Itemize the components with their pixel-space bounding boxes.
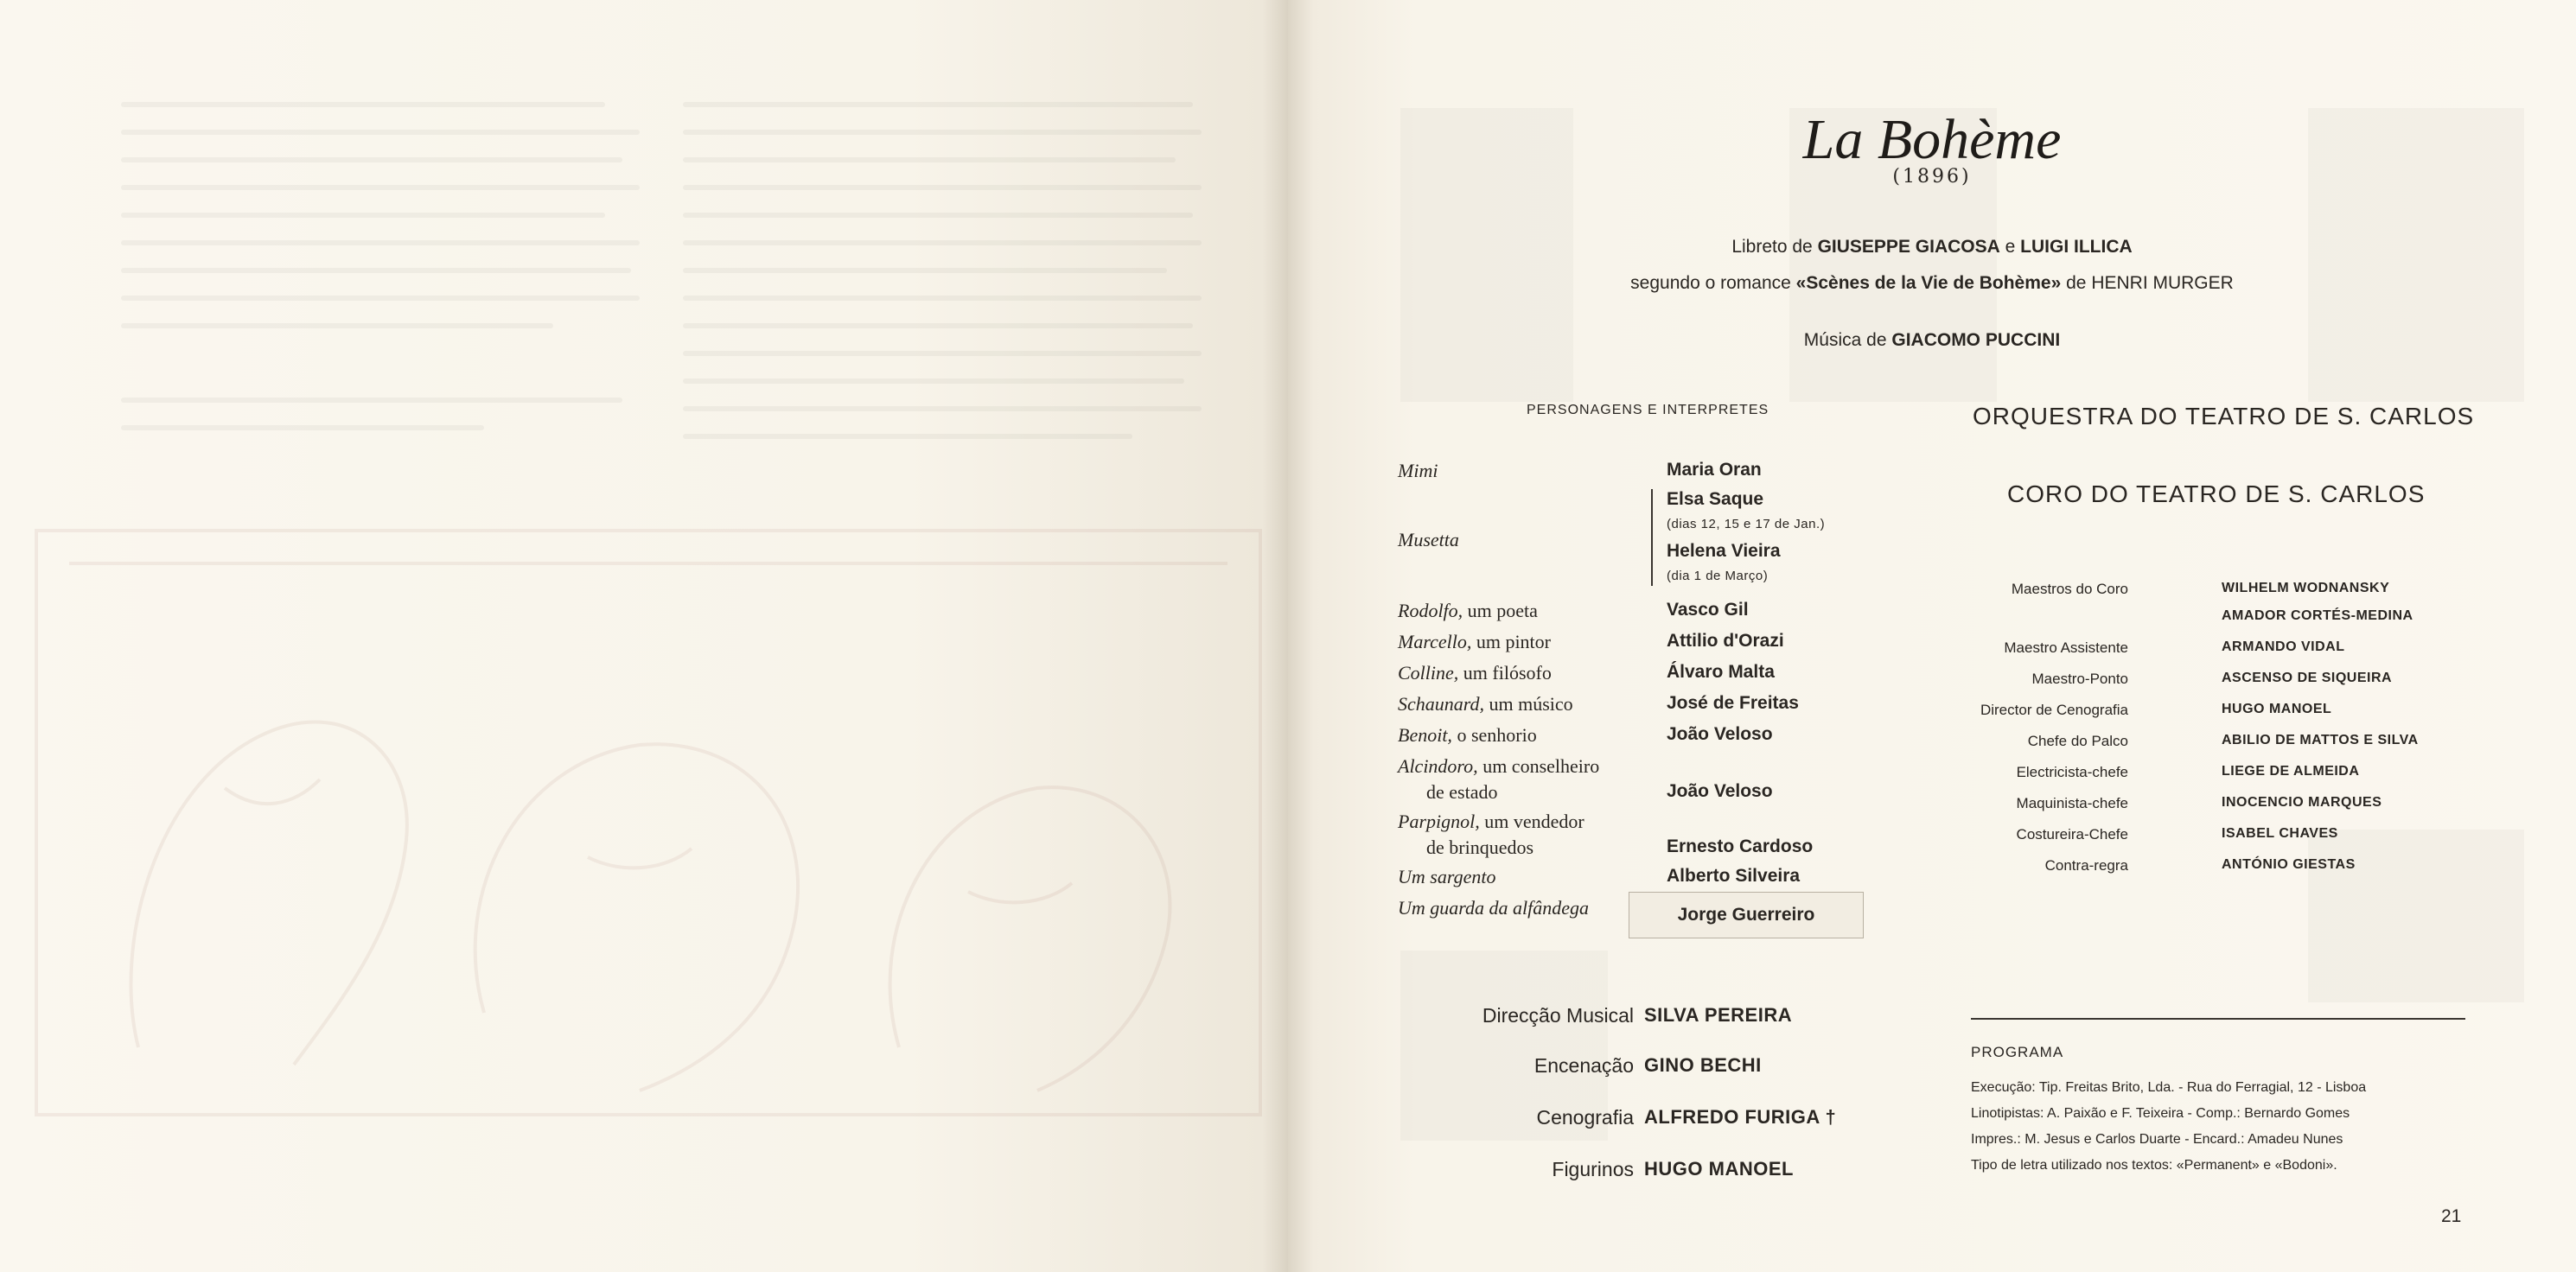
encenacao-label: Encenação xyxy=(1533,1054,1634,1077)
role-colline: Colline, um filósofo xyxy=(1398,662,1552,684)
programa-line-3: Impres.: M. Jesus e Carlos Duarte - Encard.: Amadeu Nunes xyxy=(1971,1132,2343,1147)
performer-mimi: Maria Oran xyxy=(1667,460,1762,480)
music-composer: GIACOMO PUCCINI xyxy=(1891,330,2061,350)
libretto-prefix: Libreto de xyxy=(1731,237,1813,257)
bleed-through-sketch xyxy=(35,529,1262,1116)
programa-rule xyxy=(1971,1018,2465,1020)
performer-sargento: Alberto Silveira xyxy=(1667,866,1801,886)
libretto-credit xyxy=(1288,237,2576,258)
libretto-conj: e xyxy=(2005,237,2016,257)
staff-contra-regra: Contra-regra ANTÓNIO GIESTAS xyxy=(2044,857,2356,874)
role-musetta: Musetta xyxy=(1398,529,1459,550)
performer-musetta-1: Elsa Saque xyxy=(1667,489,1764,509)
cast-heading: PERSONAGENS E INTERPRETES xyxy=(1527,403,1769,417)
performer-parpignol: Ernesto Cardoso xyxy=(1667,836,1814,856)
programa-line-2: Linotipistas: A. Paixão e F. Teixeira - Comp.: Bernardo Gomes xyxy=(1971,1106,2350,1121)
role-guarda: Um guarda da alfândega xyxy=(1398,897,1590,919)
staff-costureira: Costureira-Chefe ISABEL CHAVES xyxy=(2016,826,2338,843)
performer-musetta-2: Helena Vieira xyxy=(1667,541,1781,561)
figurinos-name: HUGO MANOEL xyxy=(1644,1158,1794,1180)
orchestra: ORQUESTRA DO TEATRO DE S. CARLOS xyxy=(1973,403,2475,429)
programa-heading: PROGRAMA xyxy=(1971,1044,2064,1060)
role-rodolfo: Rodolfo, um poeta xyxy=(1398,600,1538,621)
role-alcindoro-cont: de estado xyxy=(1426,781,1498,803)
programa-line-4: Tipo de letra utilizado nos textos: «Permanent» e «Bodoni». xyxy=(1971,1158,2337,1173)
figurinos-label: Figurinos xyxy=(1552,1158,1634,1180)
music-prefix: Música de xyxy=(1803,330,1887,350)
direction-musical-name: SILVA PEREIRA xyxy=(1644,1004,1793,1026)
performer-musetta-1-note: (dias 12, 15 e 17 de Jan.) xyxy=(1667,517,1826,531)
role-marcello: Marcello, um pintor xyxy=(1398,631,1551,652)
novel-work: «Scènes de la Vie de Bohème» xyxy=(1795,273,2062,293)
role-benoit: Benoit, o senhorio xyxy=(1398,724,1537,746)
performer-alcindoro: João Veloso xyxy=(1667,781,1773,801)
staff-maestro-ponto: Maestro-Ponto ASCENSO DE SIQUEIRA xyxy=(2031,671,2393,687)
novel-author: HENRI MURGER xyxy=(2091,273,2234,293)
novel-credit xyxy=(1288,273,2576,294)
performer-schaunard: José de Freitas xyxy=(1667,693,1799,713)
performer-guarda-pasted-slip xyxy=(1629,892,1864,938)
encenacao-name: GINO BECHI xyxy=(1644,1054,1762,1076)
programa-line-1: Execução: Tip. Freitas Brito, Lda. - Rua do Ferragial, 12 - Lisboa xyxy=(1971,1080,2367,1095)
staff-electricista: Electricista-chefe LIEGE DE ALMEIDA xyxy=(2016,764,2360,780)
role-sargento: Um sargento xyxy=(1398,866,1496,887)
music-credit xyxy=(1288,330,2576,351)
staff-maestro-assistente: Maestro Assistente ARMANDO VIDAL xyxy=(2004,639,2345,656)
staff-maestros-coro-2: AMADOR CORTÉS-MEDINA xyxy=(2222,608,2413,623)
novel-prefix: segundo o romance xyxy=(1630,273,1791,293)
opera-title: La Bohème xyxy=(1802,108,2062,171)
role-parpignol-cont: de brinquedos xyxy=(1426,836,1534,858)
cenografia-label: Cenografia xyxy=(1536,1106,1634,1129)
libretto-author-2: LUIGI ILLICA xyxy=(2020,237,2133,257)
role-schaunard: Schaunard, um músico xyxy=(1398,693,1573,715)
page-number: 21 xyxy=(2441,1206,2462,1226)
staff-maestros-coro: Maestros do Coro WILHELM WODNANSKY xyxy=(2011,581,2390,597)
libretto-author-1: GIUSEPPE GIACOSA xyxy=(1817,237,2000,257)
performer-rodolfo: Vasco Gil xyxy=(1667,600,1749,620)
role-parpignol: Parpignol, um vendedor xyxy=(1398,811,1584,832)
performer-musetta-2-note: (dia 1 de Março) xyxy=(1667,569,1769,583)
performer-benoit: João Veloso xyxy=(1667,724,1773,744)
opera-year: (1896) xyxy=(1892,166,1972,188)
performer-guarda: Jorge Guerreiro xyxy=(1677,905,1815,925)
role-alcindoro: Alcindoro, um conselheiro xyxy=(1398,755,1600,777)
choir: CORO DO TEATRO DE S. CARLOS xyxy=(2007,480,2426,507)
performer-colline: Álvaro Malta xyxy=(1667,662,1775,682)
performer-marcello: Attilio d'Orazi xyxy=(1667,631,1784,651)
novel-mid: de xyxy=(2066,273,2087,293)
staff-director-cenografia: Director de Cenografia HUGO MANOEL xyxy=(1980,702,2332,718)
musetta-bracket xyxy=(1651,489,1653,586)
staff-maquinista: Maquinista-chefe INOCENCIO MARQUES xyxy=(2016,795,2382,811)
direction-musical-label: Direcção Musical xyxy=(1482,1004,1634,1027)
staff-chefe-palco: Chefe do Palco ABILIO DE MATTOS E SILVA xyxy=(2027,733,2419,749)
role-mimi: Mimi xyxy=(1398,460,1438,481)
cenografia-name: ALFREDO FURIGA † xyxy=(1644,1106,1837,1128)
